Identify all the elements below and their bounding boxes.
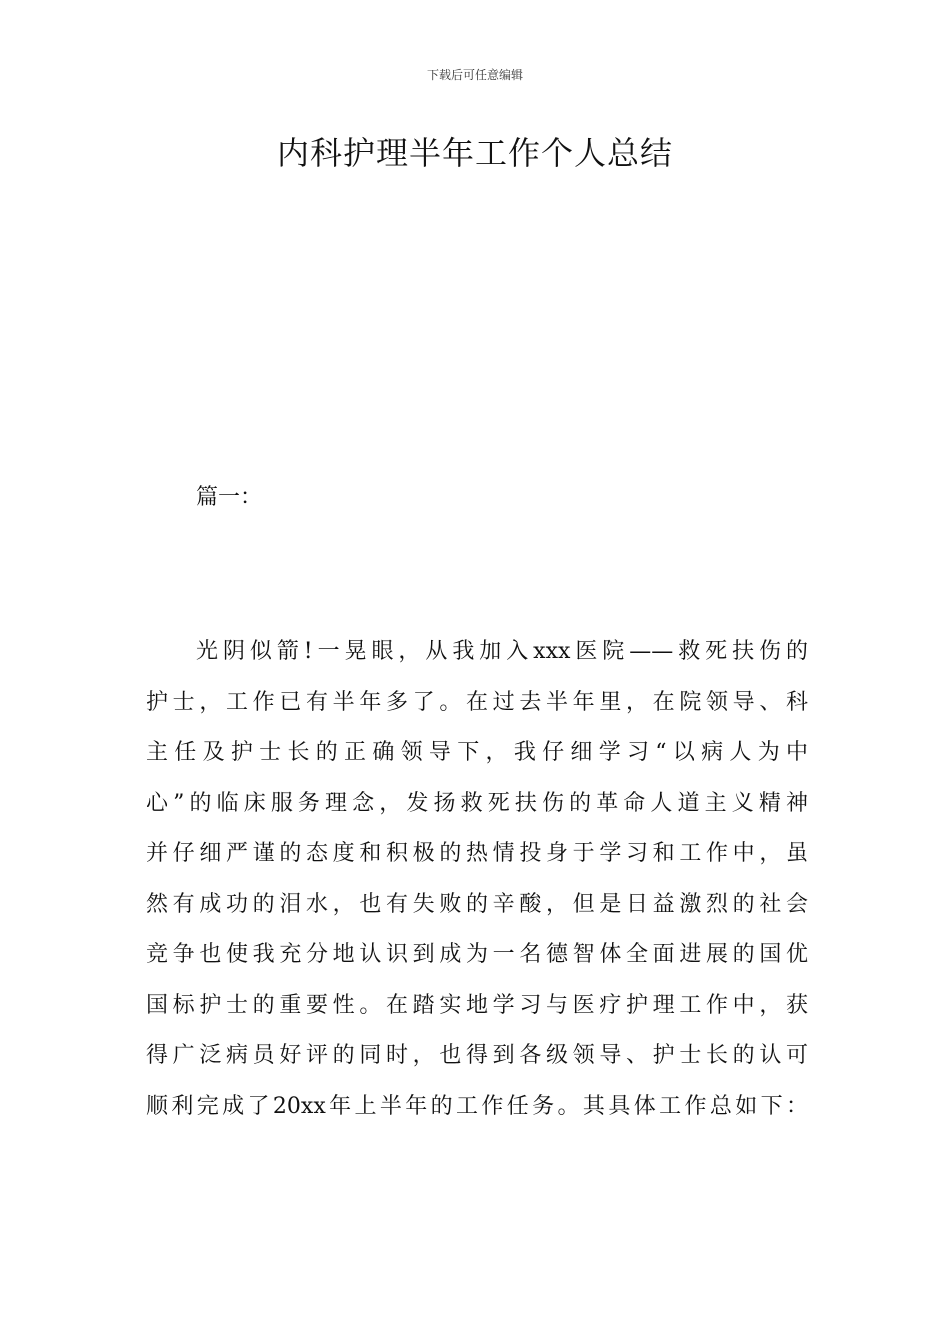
paragraph-line: 竞争也使我充分地认识到成为一名德智体全面进展的国优 [146,942,808,967]
paragraph-line: 主任及护士长的正确领导下，我仔细学习“以病人为中 [146,740,808,765]
paragraph-line: 国标护士的重要性。在踏实地学习与医疗护理工作中，获 [146,992,808,1018]
paragraph-line: 然有成功的泪水，也有失败的辛酸，但是日益激烈的社会 [146,891,808,917]
document-title: 内科护理半年工作个人总结 [276,134,673,172]
paragraph-line: 顺利完成了20xx年上半年的工作任务。其具体工作总如下： [146,1093,808,1119]
header-note: 下载后可任意编辑 [426,68,523,82]
paragraph-line: 心”的临床服务理念，发扬救死扶伤的革命人道主义精神 [146,790,808,816]
paragraph-line: 光阴似箭!一晃眼，从我加入xxx医院——救死扶伤的 [196,639,808,664]
paragraph-line: 并仔细严谨的态度和积极的热情投身于学习和工作中，虽 [146,841,808,866]
paragraph-line: 得广泛病员好评的同时，也得到各级领导、护士长的认可 [146,1043,808,1068]
body-paragraph [146,627,808,1132]
paragraph-line: 护士，工作已有半年多了。在过去半年里，在院领导、科 [146,689,808,715]
section-label: 篇一： [196,485,263,510]
